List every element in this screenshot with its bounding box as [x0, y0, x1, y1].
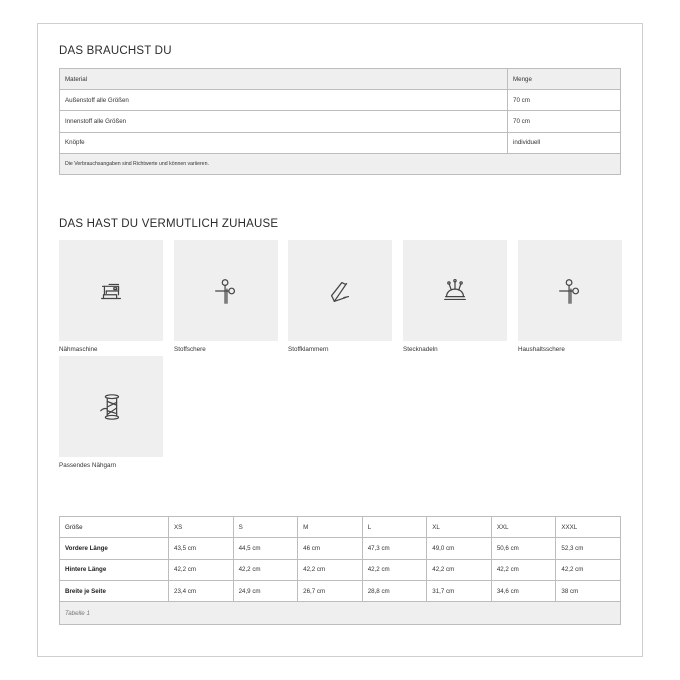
tool-image	[288, 240, 392, 341]
quantity-cell: individuell	[508, 132, 621, 153]
material-cell: Innenstoff alle Größen	[60, 111, 508, 132]
pincushion-icon	[440, 276, 470, 306]
row-label: Breite je Seite	[60, 580, 169, 601]
tool-image	[403, 240, 507, 341]
table-cell: 44,5 cm	[233, 538, 298, 559]
scissors-icon	[211, 276, 241, 306]
materials-note: Die Verbrauchsangaben sind Richtwerte und können variieren.	[60, 153, 621, 174]
table-cell: 26,7 cm	[298, 580, 363, 601]
table-cell: 24,9 cm	[233, 580, 298, 601]
table-cell: 42,2 cm	[233, 559, 298, 580]
size-header-cell: XS	[169, 517, 234, 538]
table-header-row	[60, 517, 621, 538]
table-cell: 38 cm	[556, 580, 621, 601]
thread-spool-icon	[96, 392, 126, 422]
table-cell: 42,2 cm	[491, 559, 556, 580]
table-cell: 42,2 cm	[427, 559, 492, 580]
table-cell: 50,6 cm	[491, 538, 556, 559]
materials-heading: DAS BRAUCHST DU	[59, 45, 172, 57]
tool-item-pins	[403, 240, 507, 353]
table-row	[60, 132, 621, 153]
size-header-cell: Größe	[60, 517, 169, 538]
table-cell: 42,2 cm	[298, 559, 363, 580]
table-row	[60, 90, 621, 111]
table-cell: 52,3 cm	[556, 538, 621, 559]
sewing-machine-icon	[96, 276, 126, 306]
table-cell: 42,2 cm	[169, 559, 234, 580]
size-header-cell: XXL	[491, 517, 556, 538]
quantity-cell: 70 cm	[508, 111, 621, 132]
table-cell: 46 cm	[298, 538, 363, 559]
size-table	[59, 516, 621, 625]
table-row	[60, 111, 621, 132]
tool-item-thread	[59, 356, 163, 469]
tool-image	[518, 240, 622, 341]
table-cell: 43,5 cm	[169, 538, 234, 559]
table-cell: 42,2 cm	[556, 559, 621, 580]
table-note-row	[60, 153, 621, 174]
table-header-row	[60, 69, 621, 90]
tool-label: Stecknadeln	[403, 346, 438, 353]
row-label: Hintere Länge	[60, 559, 169, 580]
row-label: Vordere Länge	[60, 538, 169, 559]
table-cell: 47,3 cm	[362, 538, 427, 559]
size-header-cell: XXXL	[556, 517, 621, 538]
tool-image	[59, 356, 163, 457]
tool-item-sewing-machine	[59, 240, 163, 353]
table-cell: 28,8 cm	[362, 580, 427, 601]
size-header-cell: XL	[427, 517, 492, 538]
fabric-clip-icon	[325, 276, 355, 306]
tool-label: Stoffschere	[174, 346, 206, 353]
tools-heading: DAS HAST DU VERMUTLICH ZUHAUSE	[59, 218, 279, 230]
tool-label: Passendes Nähgarn	[59, 462, 117, 469]
tool-item-fabric-scissors	[174, 240, 278, 353]
material-cell: Knöpfe	[60, 132, 508, 153]
table-row	[60, 559, 621, 580]
tool-image	[59, 240, 163, 341]
material-cell: Außenstoff alle Größen	[60, 90, 508, 111]
table-cell: 49,0 cm	[427, 538, 492, 559]
materials-table	[59, 68, 621, 175]
quantity-cell: 70 cm	[508, 90, 621, 111]
tool-label: Haushaltsschere	[518, 346, 565, 353]
quantity-column-header: Menge	[508, 69, 621, 90]
size-header-cell: S	[233, 517, 298, 538]
table-row	[60, 580, 621, 601]
table-row	[60, 538, 621, 559]
table-cell: 31,7 cm	[427, 580, 492, 601]
scissors-icon	[555, 276, 585, 306]
size-header-cell: L	[362, 517, 427, 538]
size-header-cell: M	[298, 517, 363, 538]
table-caption-row	[60, 602, 621, 625]
tool-label: Nähmaschine	[59, 346, 98, 353]
tool-item-fabric-clips	[288, 240, 392, 353]
tool-image	[174, 240, 278, 341]
table-caption: Tabelle 1	[60, 602, 621, 625]
tool-label: Stoffklammern	[288, 346, 329, 353]
table-cell: 42,2 cm	[362, 559, 427, 580]
tool-item-household-scissors	[518, 240, 622, 353]
material-column-header: Material	[60, 69, 508, 90]
table-cell: 23,4 cm	[169, 580, 234, 601]
table-cell: 34,6 cm	[491, 580, 556, 601]
